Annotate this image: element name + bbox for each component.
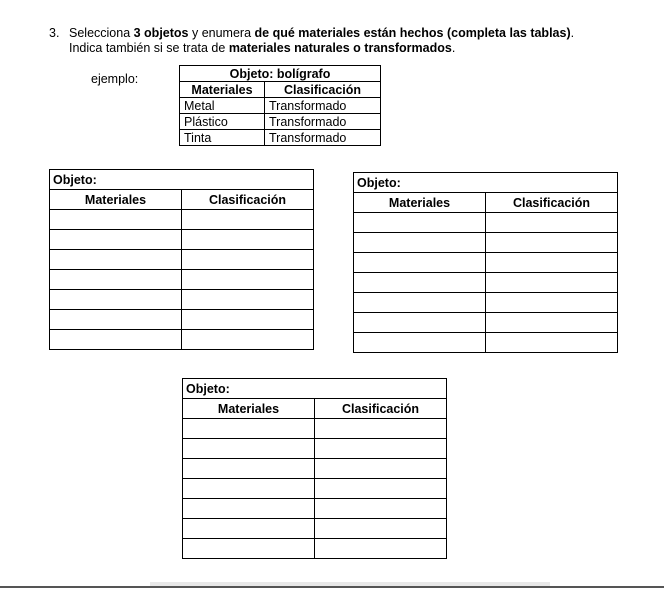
question-text-run: Indica también si se trata de [69, 41, 229, 55]
material-cell[interactable] [183, 439, 315, 459]
clasificacion-cell[interactable] [486, 313, 618, 333]
table-row [354, 233, 618, 253]
material-cell[interactable] [354, 213, 486, 233]
clasificacion-cell[interactable] [315, 459, 447, 479]
clasificacion-cell[interactable] [315, 539, 447, 559]
question-number: 3. [49, 26, 60, 40]
clasificacion-cell[interactable] [315, 519, 447, 539]
object-table-3 [182, 378, 447, 559]
material-cell[interactable] [50, 230, 182, 250]
table-row [354, 313, 618, 333]
table-row [354, 273, 618, 293]
clasificacion-cell[interactable] [486, 333, 618, 353]
material-cell[interactable] [50, 330, 182, 350]
material-cell[interactable] [50, 270, 182, 290]
table-row [183, 539, 447, 559]
material-cell[interactable] [354, 273, 486, 293]
material-cell[interactable] [183, 539, 315, 559]
example-label: ejemplo: [91, 72, 139, 86]
example-title: Objeto: bolígrafo [180, 66, 381, 82]
example-cell: Transformado [265, 98, 381, 114]
question-text-run: 3 objetos [133, 26, 189, 40]
page-bottom-border [0, 586, 664, 588]
example-table [179, 65, 381, 146]
object-table-1 [49, 169, 314, 350]
table-row [183, 519, 447, 539]
question-text-run: . [570, 26, 575, 40]
table-row [183, 459, 447, 479]
material-cell[interactable] [50, 310, 182, 330]
table-row [50, 210, 314, 230]
clasificacion-cell[interactable] [315, 439, 447, 459]
material-cell[interactable] [354, 253, 486, 273]
clasificacion-cell[interactable] [182, 290, 314, 310]
col-materiales: Materiales [354, 193, 486, 213]
question-text-run: materiales naturales o transformados [228, 41, 452, 55]
question-line-2 [49, 41, 574, 56]
col-clasificacion: Clasificación [486, 193, 618, 213]
table-row [180, 98, 381, 114]
col-materiales: Materiales [50, 190, 182, 210]
example-cell: Transformado [265, 114, 381, 130]
clasificacion-cell[interactable] [486, 293, 618, 313]
material-cell[interactable] [354, 333, 486, 353]
material-cell[interactable] [183, 519, 315, 539]
clasificacion-cell[interactable] [315, 499, 447, 519]
clasificacion-cell[interactable] [182, 230, 314, 250]
clasificacion-cell[interactable] [182, 310, 314, 330]
clasificacion-cell[interactable] [315, 419, 447, 439]
clasificacion-cell[interactable] [486, 213, 618, 233]
clasificacion-cell[interactable] [486, 273, 618, 293]
table-row [50, 270, 314, 290]
example-cell: Tinta [180, 130, 265, 146]
table-row [183, 479, 447, 499]
table-row [50, 230, 314, 250]
example-cell: Metal [180, 98, 265, 114]
question-line-1 [69, 26, 574, 40]
table-row [183, 419, 447, 439]
material-cell[interactable] [183, 459, 315, 479]
clasificacion-cell[interactable] [486, 233, 618, 253]
clasificacion-cell[interactable] [486, 253, 618, 273]
material-cell[interactable] [183, 479, 315, 499]
table-row [183, 439, 447, 459]
clasificacion-cell[interactable] [315, 479, 447, 499]
object-label: Objeto: [354, 173, 618, 193]
example-col-materiales: Materiales [180, 82, 265, 98]
col-materiales: Materiales [183, 399, 315, 419]
table-row [354, 333, 618, 353]
table-row [50, 250, 314, 270]
object-table-2 [353, 172, 618, 353]
table-row [354, 213, 618, 233]
table-row [50, 290, 314, 310]
clasificacion-cell[interactable] [182, 250, 314, 270]
clasificacion-cell[interactable] [182, 210, 314, 230]
material-cell[interactable] [50, 210, 182, 230]
table-row [354, 253, 618, 273]
material-cell[interactable] [354, 293, 486, 313]
question-text-run: de qué materiales están hechos (completa las tablas) [254, 26, 571, 40]
table-row [183, 499, 447, 519]
object-label: Objeto: [50, 170, 314, 190]
material-cell[interactable] [183, 419, 315, 439]
table-row [354, 293, 618, 313]
material-cell[interactable] [354, 313, 486, 333]
material-cell[interactable] [183, 499, 315, 519]
example-cell: Transformado [265, 130, 381, 146]
table-row [50, 310, 314, 330]
question-text-run: Selecciona [69, 26, 134, 40]
example-col-clasificacion: Clasificación [265, 82, 381, 98]
object-label: Objeto: [183, 379, 447, 399]
table-row [180, 130, 381, 146]
clasificacion-cell[interactable] [182, 330, 314, 350]
table-row [180, 114, 381, 130]
material-cell[interactable] [50, 250, 182, 270]
col-clasificacion: Clasificación [315, 399, 447, 419]
table-row [50, 330, 314, 350]
clasificacion-cell[interactable] [182, 270, 314, 290]
material-cell[interactable] [354, 233, 486, 253]
material-cell[interactable] [50, 290, 182, 310]
question-text [49, 26, 574, 56]
example-cell: Plástico [180, 114, 265, 130]
col-clasificacion: Clasificación [182, 190, 314, 210]
question-text-run: . [451, 41, 456, 55]
question-text-run: y enumera [188, 26, 255, 40]
